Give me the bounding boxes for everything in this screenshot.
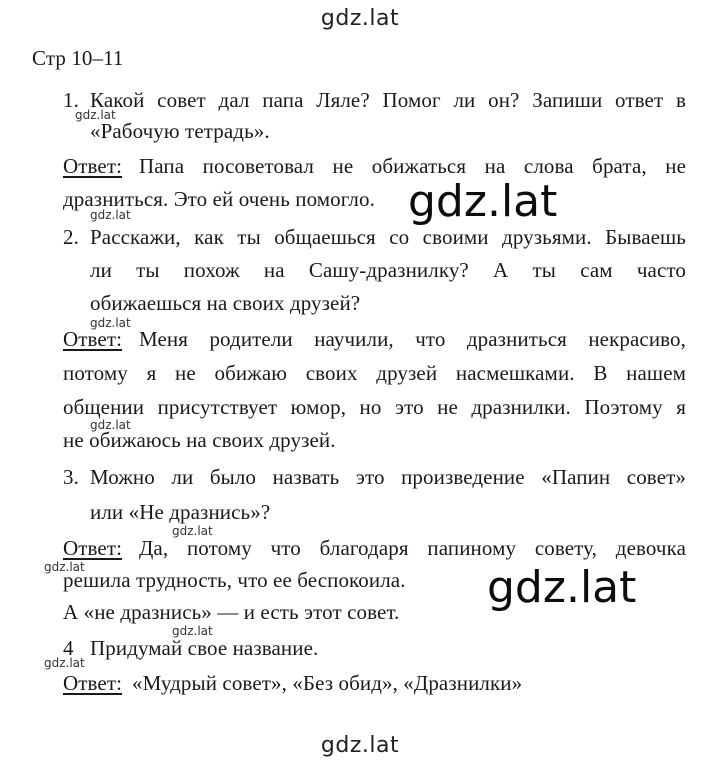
answer-label: Ответ: (63, 154, 123, 178)
answer-label: Ответ: (63, 327, 123, 351)
small-watermark: gdz.lat (90, 418, 131, 432)
answer-label: Ответ: (63, 671, 123, 695)
question-line: Какой совет дал папа Ляле? Помог ли он? Запиши ответ в (90, 88, 686, 112)
large-watermark: gdz.lat (408, 176, 558, 227)
question-line: или «Не дразнись»? (90, 500, 271, 524)
small-watermark: gdz.lat (75, 108, 116, 122)
small-watermark: gdz.lat (172, 524, 213, 538)
header-watermark: gdz.lat (320, 6, 400, 31)
page-reference: Стр 10–11 (32, 46, 124, 70)
small-watermark: gdz.lat (90, 208, 131, 222)
footer-watermark: gdz.lat (320, 733, 400, 758)
small-watermark: gdz.lat (90, 316, 131, 330)
question-line: Расскажи, как ты общаешься со своими друзьями. Бываешь (90, 225, 686, 249)
question-line: обижаешься на своих друзей? (90, 291, 361, 315)
small-watermark: gdz.lat (172, 624, 213, 638)
question-number: 2. (63, 225, 79, 249)
answer-line: А «не дразнись» — и есть этот совет. (63, 600, 400, 624)
answer-line: общении присутствует юмор, но это не дразнилки. Поэтому я (63, 395, 686, 419)
question-number: 4 (63, 636, 74, 660)
answer-line: «Мудрый совет», «Без обид», «Дразнилки» (132, 671, 523, 695)
answer-line: Да, потому что благодаря папиному совету, девочка (139, 536, 686, 560)
question-line: ли ты похож на Сашу-дразнилку? А ты сам часто (90, 258, 686, 282)
small-watermark: gdz.lat (44, 560, 85, 574)
answer-label: Ответ: (63, 536, 123, 560)
answer-line: не обижаюсь на своих друзей. (63, 428, 336, 452)
question-line: Придумай свое название. (90, 636, 319, 660)
answer-line: дразниться. Это ей очень помогло. (63, 187, 375, 211)
small-watermark: gdz.lat (44, 656, 85, 670)
large-watermark: gdz.lat (487, 562, 637, 613)
answer-line: Меня родители научили, что дразниться некрасиво, (139, 327, 686, 351)
question-line: «Рабочую тетрадь». (90, 119, 270, 143)
question-number: 1. (63, 88, 79, 112)
answer-line: решила трудность, что ее беспокоила. (63, 568, 406, 592)
question-line: Можно ли было назвать это произведение «Папин совет» (90, 465, 686, 489)
answer-line: потому я не обижаю своих друзей насмешками. В нашем (63, 361, 686, 385)
question-number: 3. (63, 465, 79, 489)
answer-line: Папа посоветовал не обижаться на слова брата, не (139, 154, 686, 178)
